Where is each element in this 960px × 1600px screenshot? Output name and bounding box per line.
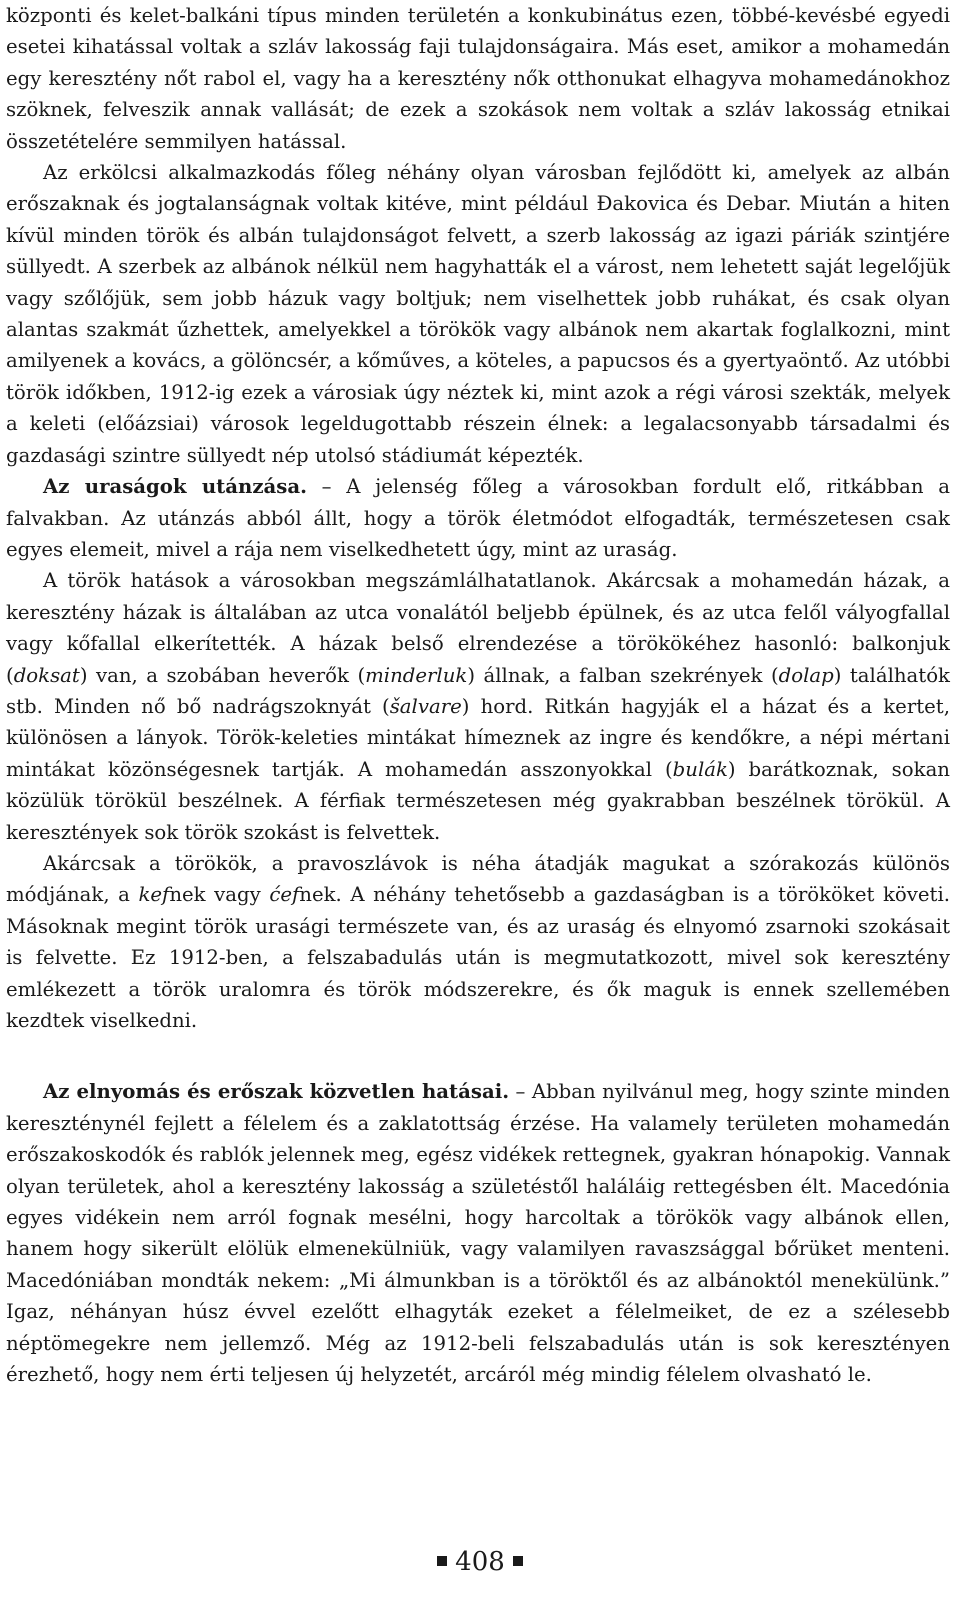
- paragraph-6: [6, 1076, 950, 1390]
- section-heading-imitation: Az uraságok utánzása.: [43, 475, 307, 499]
- paragraph-4-text: ) barátkoznak, sokan közülük törökül beszélnek. A férfiak természetesen még gyakrabban beszélnek törökül. A keresztények sok török szokást is felvettek.: [6, 757, 950, 844]
- section-heading-oppression: Az elnyomás és erőszak közvetlen hatásai.: [43, 1080, 510, 1104]
- paragraph-5: [6, 848, 950, 1036]
- paragraph-3-text: – A jelenség főleg a városokban fordult elő, ritkábban a falvakban. Az utánzás abból állt, hogy a török életmódot elfogadták, természetesen csak egyes elemeit, mivel a rája nem viselkedhetett úgy, mint az uraság.: [6, 475, 950, 561]
- square-bullet-icon: [437, 1556, 447, 1566]
- paragraph-4-text: ) találhatók stb. Minden nő bő nadrágszoknyát (: [6, 663, 950, 718]
- term-doksat: doksat: [13, 663, 80, 687]
- paragraph-4: [6, 565, 950, 848]
- paragraph-5-text: Akárcsak a törökök, a pravoszlávok is néha átadják magukat a szórakozás különös módjának, a: [6, 851, 950, 907]
- paragraph-5-text: nek. A néhány tehetősebb a gazdaságban is a törököket követi. Másoknak megint török urasági természete van, és az uraság és elnyomó zsarnoki szokásait is felvette. Ez 1912-ben, a felszabadulás után is megmutatkozott, mivel sok keresztény emlékezett a török uralomra és török módszerekre, és ők maguk is ennek szellemében kezdtek viselkedni.: [6, 883, 950, 1032]
- term-salvare: šalvare: [389, 694, 462, 718]
- paragraph-5-text: nek vagy: [169, 883, 270, 907]
- paragraph-4-text: ) van, a szobában heverők (: [79, 663, 366, 687]
- paragraph-1: központi és kelet-balkáni típus minden területén a konkubinátus ezen, többé-kevésbé egyedi esetei kihatással voltak a szláv lakosság faji tulajdonságaira. Más eset, amikor a mohamedán egy keresztény nőt rabol el, vagy ha a keresztény nők otthonukat elhagyva mohamedánokhoz szöknek, felveszik annak vallását; de ezek a szokások nem voltak a szláv lakosság etnikai összetételére semmilyen hatással.: [6, 4, 950, 153]
- page-number: 408: [455, 1547, 505, 1577]
- page-footer: [0, 1544, 960, 1580]
- term-kef: kef: [138, 883, 170, 907]
- term-bulak: bulák: [672, 757, 728, 781]
- section-gap: [6, 1036, 950, 1076]
- square-bullet-icon: [513, 1556, 523, 1566]
- paragraph-2: Az erkölcsi alkalmazkodás főleg néhány olyan városban fejlődött ki, amelyek az albán erőszaknak és jogtalanságnak voltak kitéve, mint például Đakovica és Debar. Miután a hiten kívül minden török és albán tulajdonságot felvett, a szerb lakosság az igazi páriák szintjére süllyedt. A szerbek az albánok nélkül nem hagyhatták el a várost, nem lehetett saját legelőjük vagy szőlőjük, sem jobb házuk vagy boltjuk; nem viselhettek jobb ruhákat, és csak olyan alantas szakmát űzhettek, amelyekkel a törökök vagy albánok nem akartak foglalkozni, mint amilyenek a kovács, a gölöncsér, a kőműves, a köteles, a papucsos és a gyertyaöntő. Az utóbbi török időkben, 1912-ig ezek a városiak úgy néztek ki, mint azok a régi városi szekták, melyek a keleti (előázsiai) városok legeldugottabb részein élnek: a legalacsonyabb társadalmi és gazdasági szintre süllyedt nép utolsó stádiumát képezték.: [6, 161, 950, 467]
- term-minderluk: minderluk: [365, 663, 468, 687]
- page-body: [6, 0, 950, 1390]
- term-cef: ćef: [269, 883, 300, 907]
- paragraph-6-text: – Abban nyilvánul meg, hogy szinte minden kereszténynél fejlett a félelem és a zaklatottság érzése. Ha valamely területen mohamedán erőszakoskodók és rablók jelennek meg, egész vidékek rettegnek, gyakran hónapokig. Vannak olyan területek, ahol a keresztény lakosság a születéstől haláláig rettegésben élt. Macedónia egyes vidékein nem arról fognak mesélni, hogy harcoltak a törökök vagy albánok ellen, hanem hogy sikerült elölük elmenekülniük, vagy valamilyen ravaszsággal bőrüket menteni. Macedóniában mondták nekem: „Mi álmunkban is a töröktől és az albánoktól menekülünk.” Igaz, néhányan húsz évvel ezelőtt elhagyták ezeket a félelmeiket, de ez a szélesebb néptömegekre nem jellemző. Még az 1912-beli felszabadulás után is sok keresztényen érezhető, hogy nem érti teljesen új helyzetét, arcáról még mindig félelem olvasható le.: [6, 1080, 950, 1387]
- paragraph-4-text: ) hord. Ritkán hagyják el a házat és a kertet, különösen a lányok. Török-keleties mintákat hímeznek az ingre és kendőkre, a népi mértani mintákat közönségesnek tartják. A mohamedán asszonyokkal (: [6, 694, 950, 781]
- paragraph-4-text: A török hatások a városokban megszámlálhatatlanok. Akárcsak a mohamedán házak, a keresztény házak is általában az utca vonalától beljebb épülnek, és az utca felől vályogfallal vagy kőfallal elkerítették. A házak belső elrendezése a törökökéhez hasonló: balkonjuk (: [6, 569, 950, 687]
- paragraph-3: [6, 471, 950, 565]
- term-dolap: dolap: [778, 663, 834, 687]
- paragraph-4-text: ) állnak, a falban szekrények (: [467, 663, 779, 687]
